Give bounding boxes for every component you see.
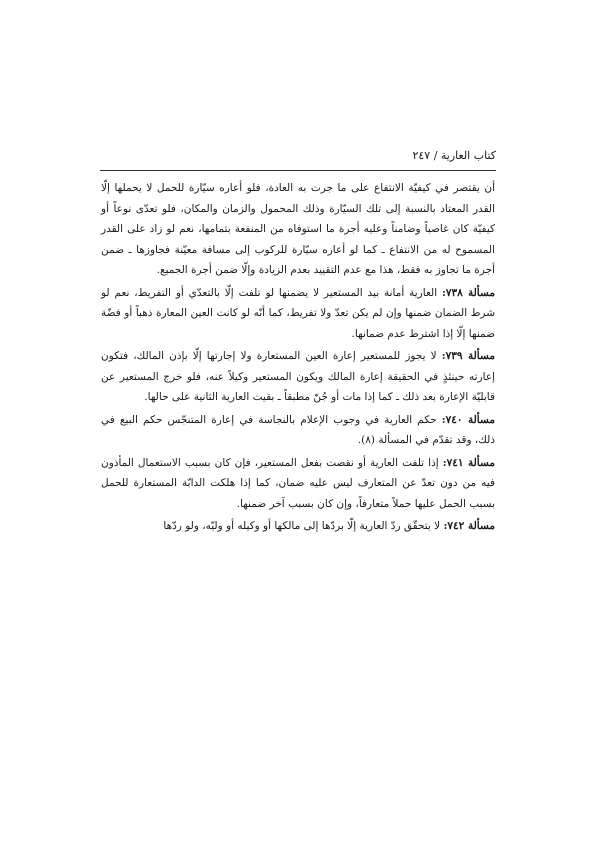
paragraph-text: لا يتحقّق ردّ العارية إلّا بردّها إلى مالكها أو وكيله أو وليّه، ولو ردّها — [163, 520, 444, 532]
paragraph-text: العارية أمانة بيد المستعير لا يضمنها لو تلفت إلّا بالتعدّي أو التفريط، نعم لو شرط الضمان ضمنها وإن لم يكن تعدّ ولا تفريط، كما أنّه لو كانت العين المعارة ذهباً أو فضّة ضمنها إلّا إذا اشترط عدم ضمانها. — [101, 286, 495, 340]
paragraph-text: لا يجوز للمستعير إعارة العين المستعارة ولا إجارتها إلّا بإذن المالك، فتكون إعارته حينئذٍ في الحقيقة إعارة المالك ويكون المستعير وكيلاً عنه، فلو خرج المستعير عن قابليّة الإعارة بعد ذلك ـ كما إذا مات أو جُنّ مطبقاً ـ بقيت العارية الثانية على حالها. — [101, 350, 495, 403]
header-rule — [100, 170, 496, 171]
paragraph-issue-739 — [101, 346, 495, 408]
issue-number: مسألة ٧٤٢: — [443, 520, 495, 532]
issue-number: مسألة ٧٤٠: — [441, 413, 495, 426]
paragraph-issue-740 — [101, 410, 495, 451]
issue-number: مسألة ٧٣٩: — [441, 350, 495, 362]
paragraph-text: حكم العارية في وجوب الإعلام بالنجاسة في إعارة المتنجّس حكم البيع في ذلك، وقد تقدّم في المسألة (٨). — [101, 413, 495, 446]
page-body — [101, 178, 495, 539]
issue-number: مسألة ٧٣٨: — [441, 286, 495, 299]
paragraph-issue-738 — [101, 283, 495, 345]
paragraph-issue-742 — [101, 516, 495, 537]
paragraph-0 — [101, 178, 495, 281]
paragraph-text: أن يقتصر في كيفيّة الانتفاع على ما جرت به العادة، فلو أعاره سيّارة للحمل لا يحملها إلّا القدر المعتاد بالنسبة إلى تلك السيّارة وذلك المحمول والزمان والمكان، فلو تعدّى نوعاً أو كيفيّة كان غاصباً وضامناً وعليه أجرة ما استوفاه من المنفعة بتمامها، نعم لو زاد على القدر المسموح له من الانتفاع ـ كما لو أعاره سيّارة للركوب إلى مسافة معيّنة فجاوزها ـ ضمن أجرة ما تجاوز به فقط، هذا مع عدم التقييد بعدم الزيادة وإلّا ضمن أجرة الجميع. — [101, 182, 495, 276]
paragraph-text: إذا تلفت العارية أو نقصت بفعل المستعير، فإن كان بسبب الاستعمال المأذون فيه من دون تعدّ عن المتعارف ليس عليه ضمان، كما إذا هلكت الدابّة المستعارة للحمل بسبب الحمل عليها حملاً متعارفاً، وإن كان بسبب آخر ضمنها. — [101, 456, 495, 510]
issue-number: مسألة ٧٤١: — [442, 456, 495, 469]
paragraph-issue-741 — [101, 453, 495, 515]
running-header: كتاب العارية / ٢٤٧ — [412, 149, 496, 162]
